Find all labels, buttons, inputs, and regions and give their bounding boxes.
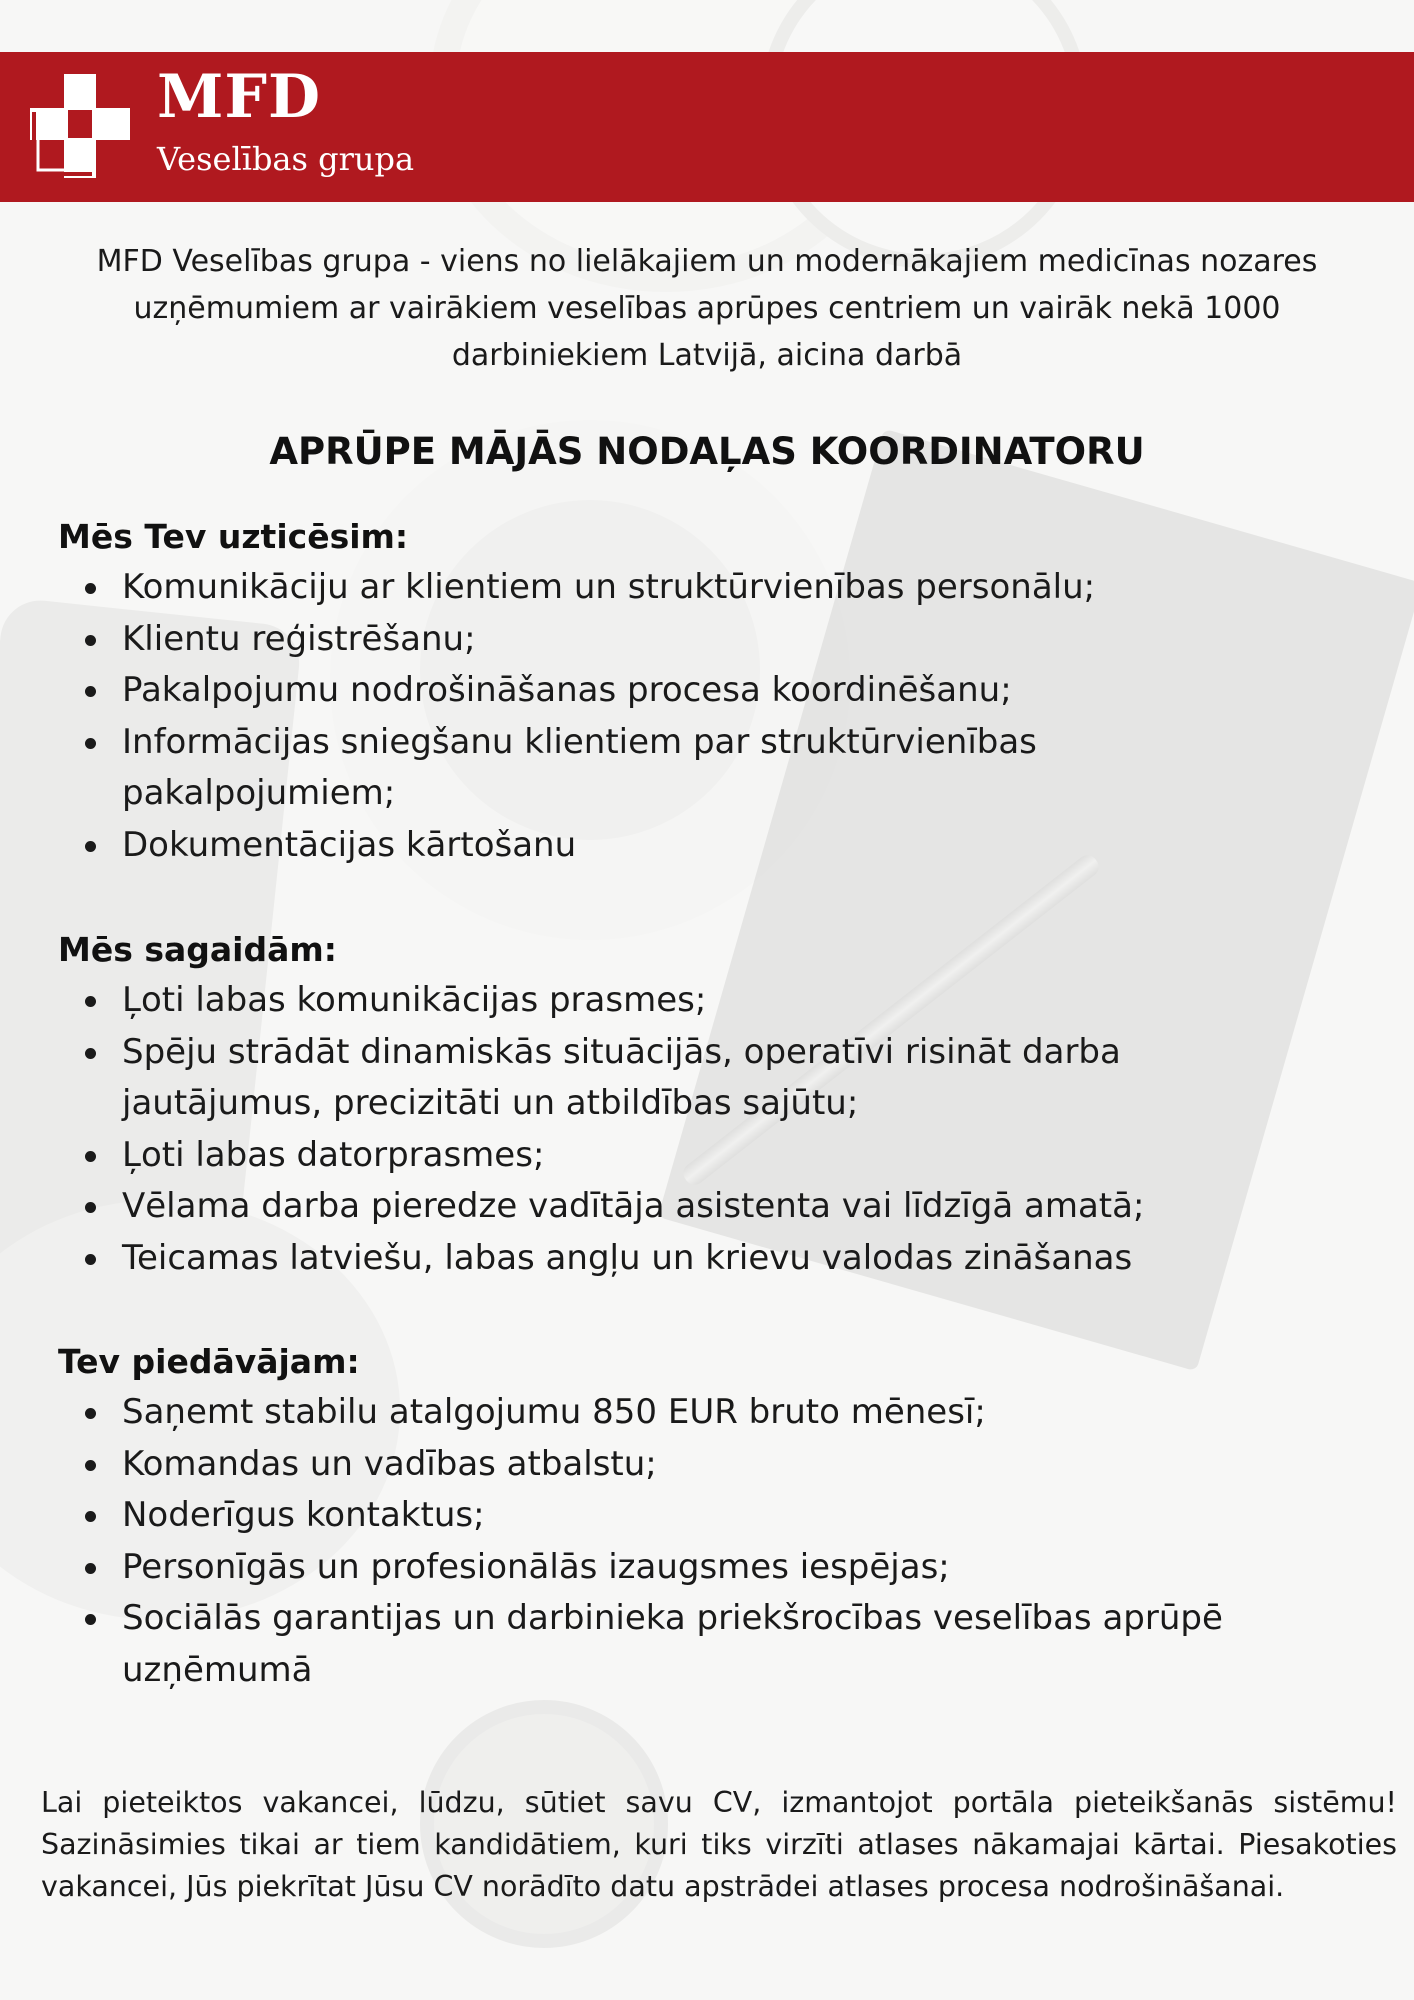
list-item: Teicamas latviešu, labas angļu un krievu valodas zināšanas — [122, 1233, 1358, 1285]
bullet-list — [58, 562, 1358, 871]
brand-header — [0, 52, 1414, 202]
list-item: Personīgās un profesionālās izaugsmes iespējas; — [122, 1542, 1358, 1594]
section-responsibilities — [58, 511, 1358, 871]
list-item: Komandas un vadības atbalstu; — [122, 1439, 1358, 1491]
list-item: Spēju strādāt dinamiskās situācijās, operatīvi risināt darba jautājumus, precizitāti un atbildības sajūtu; — [122, 1027, 1202, 1130]
bullet-list — [58, 975, 1358, 1284]
section-heading: Mēs Tev uzticēsim: — [58, 517, 409, 556]
list-item: Dokumentācijas kārtošanu — [122, 820, 1358, 872]
bullet-list — [58, 1387, 1358, 1696]
list-item: Informācijas sniegšanu klientiem par struktūrvienības pakalpojumiem; — [122, 717, 1102, 820]
list-item: Klientu reģistrēšanu; — [122, 614, 1358, 666]
list-item: Komunikāciju ar klientiem un struktūrvienības personālu; — [122, 562, 1358, 614]
intro-paragraph: MFD Veselības grupa - viens no lielākajiem un modernākajiem medicīnas nozares uzņēmumiem ar vairākiem veselības aprūpes centriem un vairāk nekā 1000 darbiniekiem Latvijā, aicina darbā — [96, 244, 1318, 373]
brand-name: MFD — [157, 62, 322, 132]
list-item: Noderīgus kontaktus; — [122, 1490, 1358, 1542]
list-item: Vēlama darba pieredze vadītāja asistenta vai līdzīgā amatā; — [122, 1181, 1358, 1233]
section-requirements — [58, 924, 1358, 1284]
brand-subtitle: Veselības grupa — [157, 140, 415, 178]
white-cross-icon — [30, 74, 130, 178]
list-item: Saņemt stabilu atalgojumu 850 EUR bruto mēnesī; — [122, 1387, 1358, 1439]
section-offer — [58, 1336, 1358, 1696]
job-title: APRŪPE MĀJĀS NODAĻAS KOORDINATORU — [269, 430, 1145, 473]
application-note: Lai pieteiktos vakancei, lūdzu, sūtiet savu CV, izmantojot portāla pieteikšanās sistēmu! Sazināsimies tikai ar tiem kandidātiem, kuri tiks virzīti atlases nākamajai kārtai. Piesakoties vakancei, Jūs piekrītat Jūsu CV norādīto datu apstrādei atlases procesa nodrošināšanai. — [41, 1786, 1397, 1903]
list-item: Ļoti labas datorprasmes; — [122, 1130, 1358, 1182]
list-item: Sociālās garantijas un darbinieka priekšrocības veselības aprūpē uzņēmumā — [122, 1593, 1362, 1696]
section-heading: Tev piedāvājam: — [58, 1342, 360, 1381]
section-heading: Mēs sagaidām: — [58, 930, 337, 969]
list-item: Pakalpojumu nodrošināšanas procesa koordinēšanu; — [122, 665, 1358, 717]
list-item: Ļoti labas komunikācijas prasmes; — [122, 975, 1358, 1027]
